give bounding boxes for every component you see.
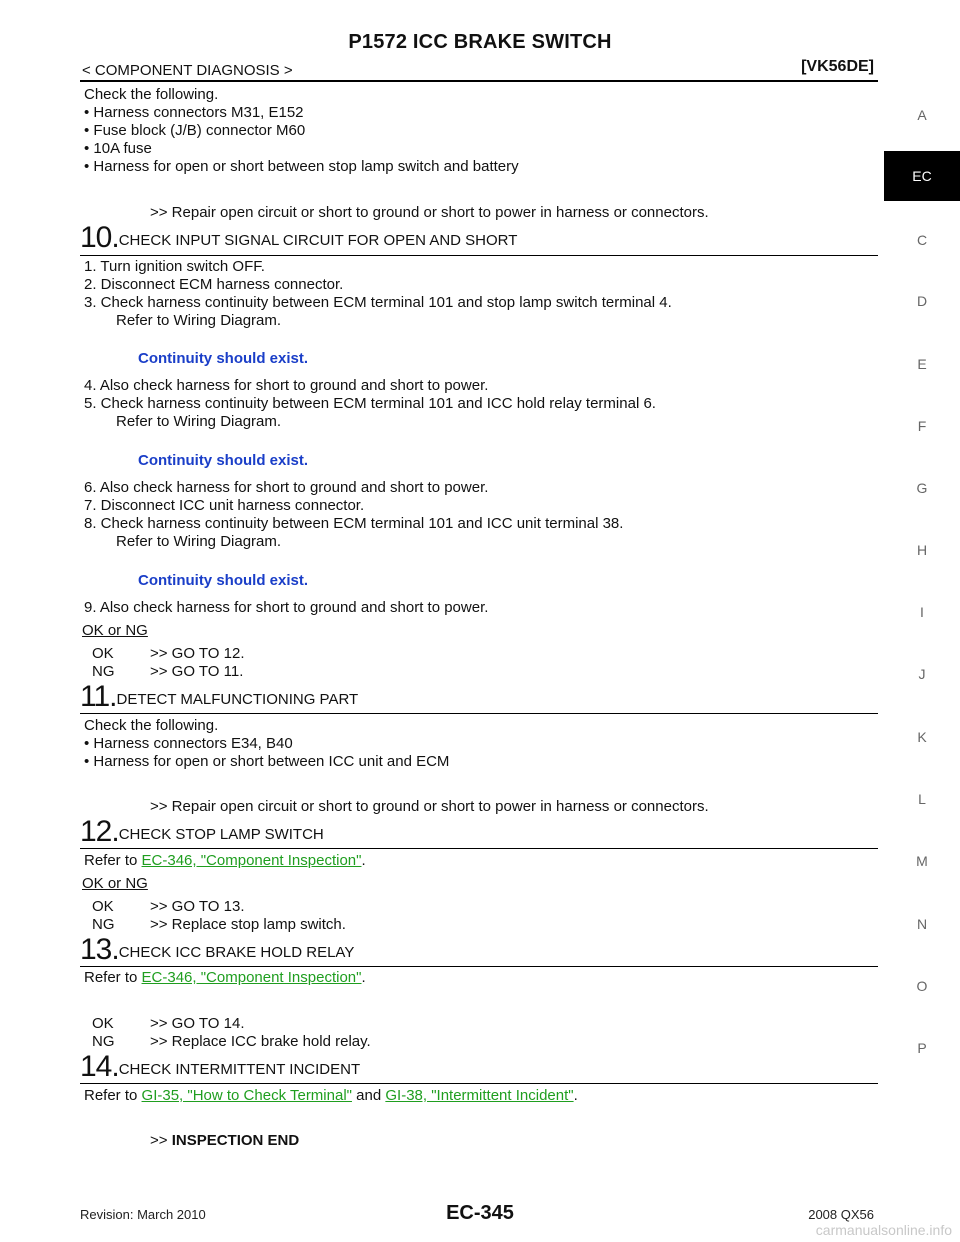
continuity-note: Continuity should exist.	[138, 452, 309, 469]
component-inspection-link[interactable]: EC-346, "Component Inspection"	[141, 852, 362, 869]
step-13-heading	[80, 933, 354, 967]
intro-check: Check the following.	[84, 86, 219, 103]
step-title: CHECK INTERMITTENT INCIDENT	[118, 1061, 361, 1078]
step-rule	[80, 848, 878, 849]
step-rule	[80, 1083, 878, 1084]
repair-text: >> Repair open circuit or short to ground or short to power in harness or connectors.	[150, 204, 709, 221]
instruction-ref: Refer to Wiring Diagram.	[116, 533, 282, 550]
section-tab-p[interactable]: P	[917, 1040, 927, 1056]
section-tab-d[interactable]: D	[916, 293, 928, 309]
section-tab-ec[interactable]	[884, 151, 960, 201]
end-prefix: >>	[150, 1132, 172, 1149]
section-tab-m[interactable]: M	[916, 853, 928, 869]
model-year: 2008 QX56	[808, 1207, 874, 1222]
revision-date: Revision: March 2010	[80, 1207, 206, 1222]
section-tab-e[interactable]: E	[917, 356, 927, 372]
end-text: INSPECTION END	[171, 1132, 300, 1149]
instruction: 9. Also check harness for short to ground and short to power.	[84, 599, 489, 616]
section-tab-k[interactable]: K	[917, 729, 927, 745]
list-item: • Harness for open or short between stop lamp switch and battery	[84, 158, 519, 175]
instruction: 2. Disconnect ECM harness connector.	[84, 276, 344, 293]
ok-action: >> GO TO 12.	[150, 645, 245, 662]
list-item: • Harness connectors E34, B40	[84, 735, 293, 752]
intro-check: Check the following.	[84, 717, 219, 734]
refer-line	[84, 852, 366, 869]
instruction: 5. Check harness continuity between ECM terminal 101 and ICC hold relay terminal 6.	[84, 395, 656, 412]
step-rule	[80, 966, 878, 967]
list-item: • Harness for open or short between ICC unit and ECM	[84, 753, 450, 770]
ok-label: OK	[92, 898, 114, 915]
refer-and: and	[351, 1087, 386, 1104]
ok-action: >> GO TO 13.	[150, 898, 245, 915]
refer-period: .	[361, 852, 366, 869]
section-tab-i[interactable]: I	[920, 604, 924, 620]
step-number: 13.	[80, 933, 119, 966]
refer-period: .	[573, 1087, 578, 1104]
section-tab-c[interactable]: C	[916, 232, 928, 248]
step-rule	[80, 713, 878, 714]
list-item: • Harness connectors M31, E152	[84, 104, 304, 121]
refer-line	[84, 1087, 578, 1104]
step-title: DETECT MALFUNCTIONING PART	[116, 691, 359, 708]
ng-label: NG	[92, 916, 115, 933]
breadcrumb: < COMPONENT DIAGNOSIS >	[82, 62, 293, 79]
section-tab-label: EC	[912, 168, 932, 184]
ng-label: NG	[92, 663, 115, 680]
section-tab-j[interactable]: J	[918, 666, 926, 682]
list-item: • 10A fuse	[84, 140, 152, 157]
page-number: EC-345	[446, 1202, 514, 1224]
list-item: • Fuse block (J/B) connector M60	[84, 122, 306, 139]
ok-label: OK	[92, 1015, 114, 1032]
ok-or-ng-label: OK or NG	[82, 622, 148, 639]
watermark: carmanualsonline.info	[815, 1222, 952, 1238]
section-tab-l[interactable]: L	[918, 791, 926, 807]
section-tab-h[interactable]: H	[916, 542, 928, 558]
step-number: 10.	[80, 221, 119, 254]
repair-text: >> Repair open circuit or short to ground or short to power in harness or connectors.	[150, 798, 709, 815]
section-tab-g[interactable]: G	[916, 480, 928, 496]
instruction: 6. Also check harness for short to ground and short to power.	[84, 479, 489, 496]
engine-code: [VK56DE]	[801, 58, 874, 75]
continuity-note: Continuity should exist.	[138, 350, 309, 367]
section-tab-o[interactable]: O	[916, 978, 928, 994]
step-number: 14.	[80, 1050, 119, 1083]
step-14-heading	[80, 1050, 360, 1084]
ok-action: >> GO TO 14.	[150, 1015, 245, 1032]
intermittent-incident-link[interactable]: GI-38, "Intermittent Incident"	[385, 1087, 574, 1104]
step-12-heading	[80, 815, 324, 849]
component-inspection-link[interactable]: EC-346, "Component Inspection"	[141, 969, 362, 986]
instruction-ref: Refer to Wiring Diagram.	[116, 413, 282, 430]
instruction: 3. Check harness continuity between ECM terminal 101 and stop lamp switch terminal 4.	[84, 294, 672, 311]
ng-label: NG	[92, 1033, 115, 1050]
instruction-ref: Refer to Wiring Diagram.	[116, 312, 282, 329]
instruction: 1. Turn ignition switch OFF.	[84, 258, 265, 275]
ng-action: >> Replace stop lamp switch.	[150, 916, 346, 933]
step-number: 12.	[80, 815, 119, 848]
step-11-heading	[80, 680, 358, 714]
check-terminal-link[interactable]: GI-35, "How to Check Terminal"	[141, 1087, 352, 1104]
step-title: CHECK STOP LAMP SWITCH	[118, 826, 324, 843]
refer-prefix: Refer to	[84, 969, 142, 986]
ng-action: >> Replace ICC brake hold relay.	[150, 1033, 371, 1050]
refer-period: .	[361, 969, 366, 986]
section-tab-a[interactable]: A	[917, 107, 927, 123]
ok-label: OK	[92, 645, 114, 662]
instruction: 4. Also check harness for short to ground and short to power.	[84, 377, 489, 394]
step-rule	[80, 255, 878, 256]
refer-prefix: Refer to	[84, 1087, 142, 1104]
section-tab-n[interactable]: N	[916, 916, 928, 932]
step-number: 11.	[80, 680, 117, 713]
instruction: 7. Disconnect ICC unit harness connector.	[84, 497, 365, 514]
step-10-heading	[80, 221, 517, 255]
ng-action: >> GO TO 11.	[150, 663, 244, 680]
ok-or-ng-label: OK or NG	[82, 875, 148, 892]
instruction: 8. Check harness continuity between ECM terminal 101 and ICC unit terminal 38.	[84, 515, 624, 532]
section-tab-f[interactable]: F	[917, 418, 927, 434]
header-rule	[80, 80, 878, 82]
refer-prefix: Refer to	[84, 852, 142, 869]
inspection-end	[150, 1132, 299, 1149]
refer-line	[84, 969, 366, 986]
continuity-note: Continuity should exist.	[138, 572, 309, 589]
step-title: CHECK ICC BRAKE HOLD RELAY	[118, 944, 355, 961]
page-title: P1572 ICC BRAKE SWITCH	[348, 31, 612, 53]
step-title: CHECK INPUT SIGNAL CIRCUIT FOR OPEN AND SHORT	[118, 232, 518, 249]
